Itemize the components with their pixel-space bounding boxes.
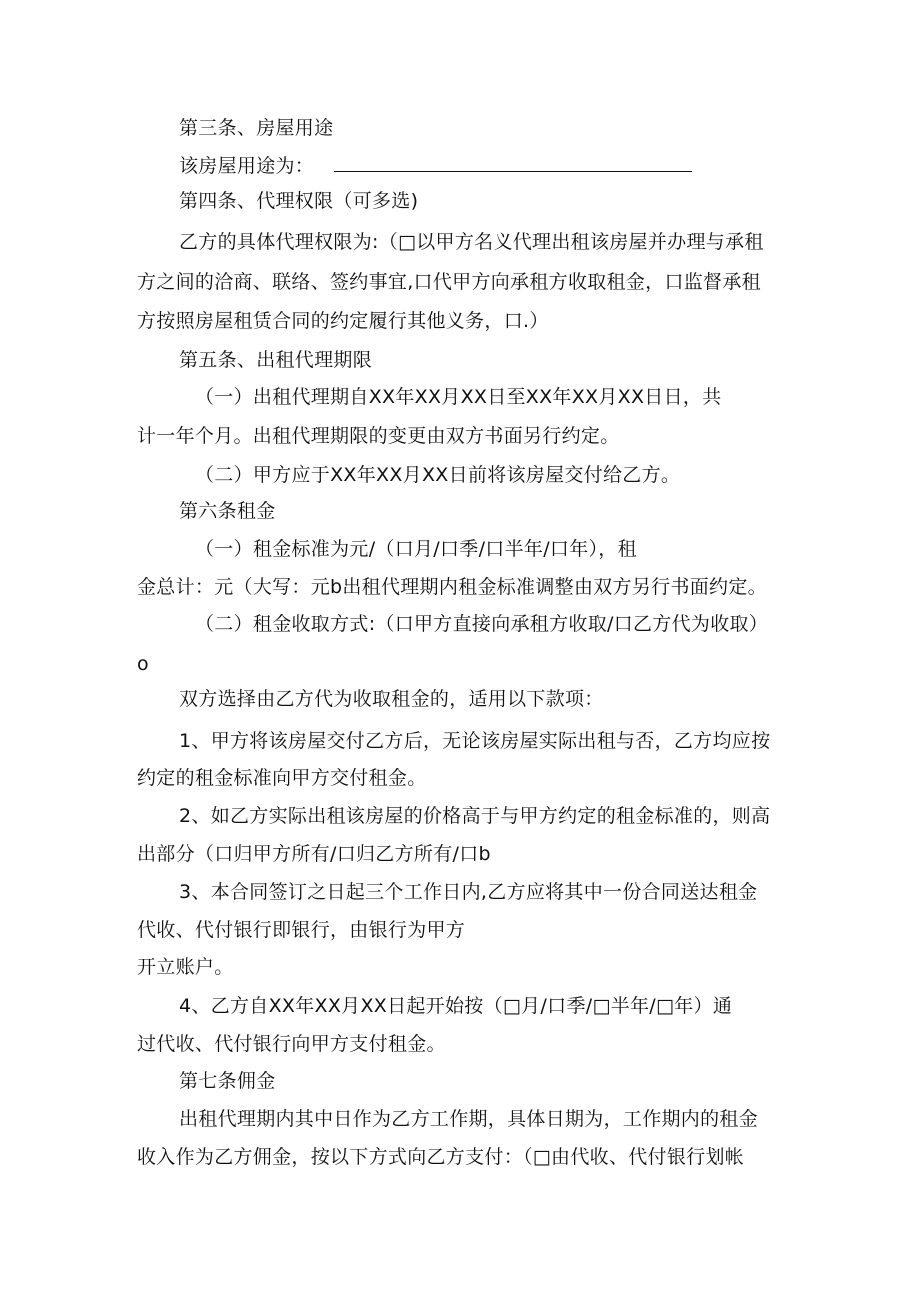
article-6-paragraph-line: o	[137, 653, 149, 675]
article-5-heading: 第五条、出租代理期限	[179, 349, 373, 371]
article-6-item-line: 代收、代付银行即银行，由银行为甲方	[137, 919, 466, 941]
article-6-item-line: 约定的租金标准向甲方交付租金。	[137, 767, 427, 789]
article-6-item-line: 出部分（口归甲方所有/口归乙方所有/口b	[137, 843, 491, 865]
article-5-paragraph-2: （二）甲方应于XX年XX月XX日前将该房屋交付给乙方。	[195, 464, 681, 486]
article-6-item-line: 过代收、代付银行向甲方支付租金。	[137, 1033, 446, 1055]
article-7-paragraph-line: 出租代理期内其中日作为乙方工作期，具体日期为，工作期内的租金	[179, 1108, 759, 1130]
article-6-paragraph-line: （一）租金标准为元/（口月/口季/口半年/口年），租	[195, 538, 637, 560]
article-5-paragraph-line: （一）出租代理期自XX年XX月XX日至XX年XX月XX日日，共	[195, 386, 722, 408]
article-6-paragraph-line: 金总计：元（大写：元b出租代理期内租金标准调整由双方另行书面约定。	[137, 576, 767, 598]
article-4-heading: 第四条、代理权限（可多选)	[179, 190, 419, 212]
article-6-item-line: 开立账户。	[137, 956, 234, 978]
article-6-heading: 第六条租金	[179, 500, 276, 522]
article-6-item-line: 1、甲方将该房屋交付乙方后，无论该房屋实际出租与否，乙方均应按	[179, 730, 771, 752]
article-6-item-line: 4、乙方自XX年XX月XX日起开始按（□月/口季/□半年/□年）通	[179, 995, 733, 1017]
article-6-item-line: 2、如乙方实际出租该房屋的价格高于与甲方约定的租金标准的，则高	[179, 805, 771, 827]
article-4-paragraph-line: 方之间的洽商、联络、签约事宜,口代甲方向承租方收取租金，口监督承租	[137, 271, 761, 293]
article-6-paragraph-line: 双方选择由乙方代为收取租金的，适用以下款项：	[179, 688, 604, 710]
usage-line	[179, 153, 692, 178]
usage-label: 该房屋用途为：	[179, 155, 315, 177]
article-7-heading: 第七条佣金	[179, 1070, 276, 1092]
article-6-item-line: 3、本合同签订之日起三个工作日内,乙方应将其中一份合同送达租金	[179, 881, 758, 903]
usage-blank-underline	[334, 153, 692, 172]
article-6-paragraph-line: （二）租金收取方式:（口甲方直接向承租方收取/口乙方代为收取）	[195, 613, 769, 635]
article-3-heading: 第三条、房屋用途	[179, 117, 334, 139]
article-4-paragraph-line: 方按照房屋租赁合同的约定履行其他义务，口.）	[137, 310, 549, 332]
article-5-paragraph-line: 计一年个月。出租代理期限的变更由双方书面另行约定。	[137, 425, 620, 447]
article-4-paragraph-line: 乙方的具体代理权限为:（□以甲方名义代理出租该房屋并办理与承租	[179, 231, 764, 253]
article-7-paragraph-line: 收入作为乙方佣金，按以下方式向乙方支付：（□由代收、代付银行划帐	[137, 1146, 745, 1168]
